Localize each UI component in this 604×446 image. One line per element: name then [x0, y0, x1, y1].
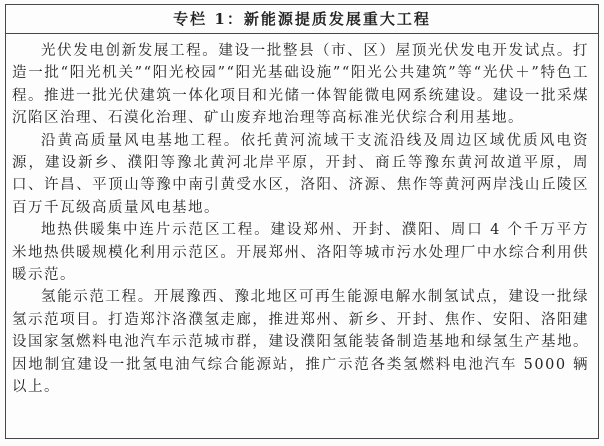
paragraph-solar-pv: 光伏发电创新发展工程。建设一批整县（市、区）屋顶光伏发电开发试点。打造一批“阳光机关”“阳光校园”“阳光基础设施”“阳光公共建筑”等“光伏＋”特色工程。推进一批光伏建筑一体化项目和光储一体智能微电网系统建设。建设一批采煤沉陷区治理、石漠化治理、矿山废弃地治理等高标准光伏综合利用基地。 — [12, 43, 589, 127]
column-box-title: 专栏 1：新能源提质发展重大工程 — [6, 5, 598, 34]
column-box — [5, 4, 599, 439]
paragraph-geothermal-heating: 地热供暖集中连片示范区工程。建设郑州、开封、濮阳、周口 4 个千万平方米地热供暖规模化利用示范区。开展郑州、洛阳等城市污水处理厂中水综合利用供暖示范。 — [12, 222, 589, 284]
column-box-body — [6, 34, 598, 399]
paragraph-wind-power: 沿黄高质量风电基地工程。依托黄河流域干支流沿线及周边区域优质风电资源，建设新乡、濮阳等豫北黄河北岸平原，开封、商丘等豫东黄河故道平原，周口、许昌、平顶山等豫中南引黄受水区，洛阳、济源、焦作等黄河两岸浅山丘陵区百万千瓦级高质量风电基地。 — [12, 132, 589, 216]
paragraph-hydrogen-demo: 氢能示范工程。开展豫西、豫北地区可再生能源电解水制氢试点，建设一批绿氢示范项目。打造郑汴洛濮氢走廊，推进郑州、新乡、开封、焦作、安阳、洛阳建设国家氢燃料电池汽车示范城市群，建设濮阳氢能装备制造基地和绿氢生产基地。因地制宜建设一批氢电油气综合能源站，推广示范各类氢燃料电池汽车 5000 辆以上。 — [12, 289, 589, 396]
